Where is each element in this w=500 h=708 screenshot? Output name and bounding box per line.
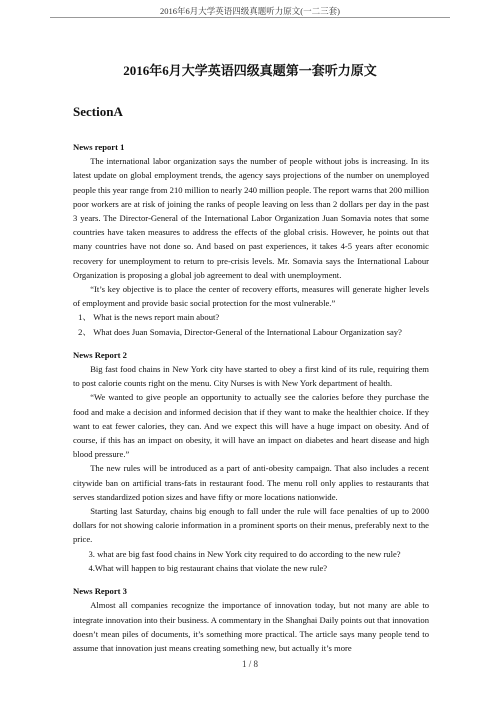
- report-heading: News Report 2: [73, 349, 127, 360]
- section-heading: SectionA: [73, 104, 123, 119]
- document-title: 2016年6月大学英语四级真题第一套听力原文: [123, 63, 377, 78]
- paragraph: Big fast food chains in New York city have started to obey a first kind of its rule, requiring them to post calorie counts right on the menu. City Nurses is with New York department of health.: [73, 364, 429, 389]
- news-report-1: [73, 140, 429, 339]
- report-heading: News report 1: [73, 142, 125, 152]
- document-body: [73, 140, 429, 655]
- paragraph: The new rules will be introduced as a part of anti-obesity campaign. That also includes a recent citywide ban on artificial trans-fats in restaurant food. The menu roll only applies to restaurants that serves standardized potion sizes and have fifty or more locations nationwide.: [73, 463, 429, 502]
- news-report-3: [73, 584, 429, 655]
- paragraph: “We wanted to give people an opportunity to actually see the calories before they purchase the food and make a decision and informed decision that if they want to make the healthier choice. If they want to eat fewer calories, they can. And we expect this will have a huge impact on obesity. And of course, if this has an impact on obesity, it will have an impact on diabetes and heart disease and high blood pressure.”: [73, 392, 429, 460]
- question: 4.What will happen to big restaurant chains that violate the new rule?: [88, 562, 328, 573]
- news-report-2: [73, 348, 429, 575]
- question: 3. what are big fast food chains in New York city required to do according to the new rule?: [88, 548, 401, 559]
- page-number: 1 / 8: [241, 659, 258, 669]
- question: 1、 What is the news report main about?: [78, 312, 220, 323]
- question: 2、 What does Juan Somavia, Director-General of the International Labour Organization say?: [78, 326, 402, 337]
- page-header: 2016年6月大学英语四级真题听力原文(一二三套): [160, 6, 340, 16]
- paragraph: Starting last Saturday, chains big enough to fall under the rule will face penalties of up to 2000 dollars for not showing calorie information in a prominent sports on their menus, preferably next to the price.: [73, 506, 429, 545]
- paragraph: The international labor organization says the number of people without jobs is increasing. In its latest update on global employment trends, the agency says projections of the number on unemployed people this year range from 210 million to nearly 240 million people. The report warns that 200 million poor workers are at risk of joining the ranks of people leaving on less than 2 dollars per day in the past 3 years. The Director-General of the International Labor Organization Juan Somavia notes that some countries have taken measures to address the effects of the global crisis. However, he points out that many countries have not done so. And based on past experiences, it takes 4-5 years after economic recovery for unemployment to return to pre-crisis levels. Mr. Somavia says the International Labour Organization is proposing a global job agreement to deal with unemployment.: [73, 156, 429, 280]
- paragraph: “It’s key objective is to place the center of recovery efforts, measures will generate higher levels of employment and provide basic social protection for the most vulnerable.”: [73, 284, 429, 309]
- paragraph: Almost all companies recognize the importance of innovation today, but not many are able to integrate innovation into their business. A commentary in the Shanghai Daily points out that innovation doesn’t mean piles of documents, it’s something more practical. The article says many people tend to assume that innovation just means creating something new, but actually it’s more: [73, 600, 429, 653]
- report-heading: News Report 3: [73, 586, 127, 597]
- header-divider: [50, 17, 450, 18]
